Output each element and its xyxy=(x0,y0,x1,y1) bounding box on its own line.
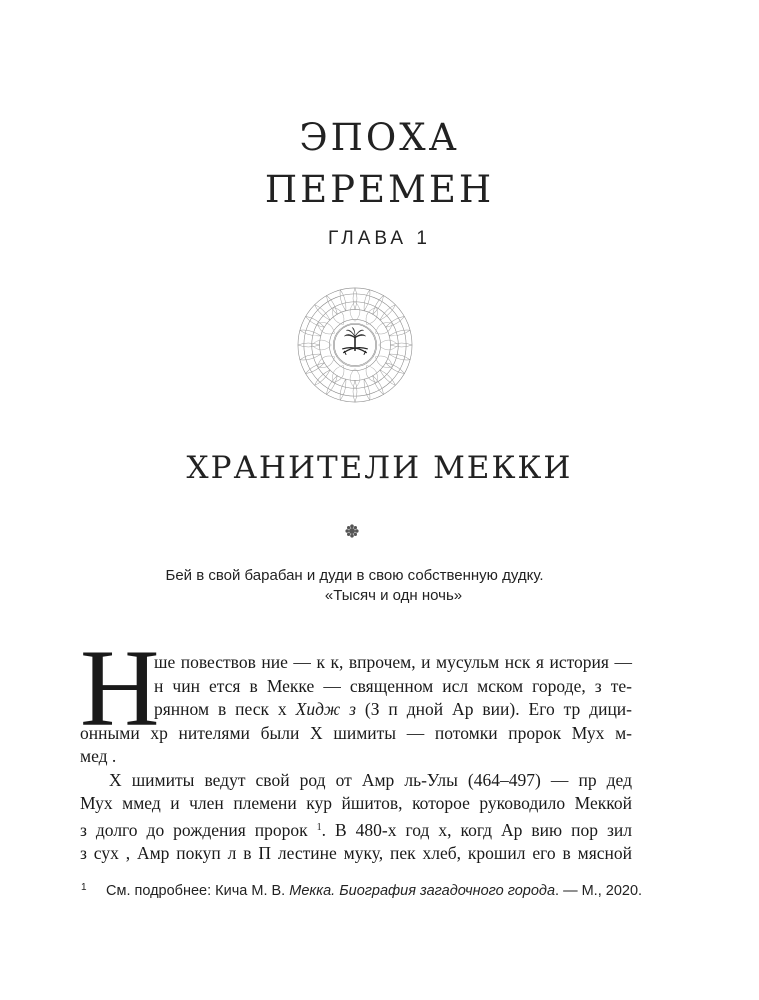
epigraph xyxy=(0,566,709,606)
text-line xyxy=(154,698,632,722)
chapter-label: ГЛАВА 1 xyxy=(328,228,431,249)
text-fragment: рянном в песк х xyxy=(154,699,296,719)
text-fragment: (З п дной Ар вии). Его тр дици- xyxy=(364,699,633,719)
drop-cap: Н xyxy=(80,627,160,749)
mandala-emblem-icon xyxy=(296,286,414,404)
footnote-text-end: . — М., 2020. xyxy=(555,883,643,899)
text-line: онными хр нителями были Х шимиты — потомки пророк Мух м- xyxy=(80,722,632,743)
paragraph-2 xyxy=(80,769,632,866)
chapter-title: ХРАНИТЕЛИ МЕККИ xyxy=(186,450,573,486)
footnote-book-title: Мекка. Биография загадочного города xyxy=(289,883,556,899)
text-line: н чин ется в Мекке — священном исл мском городе, з те- xyxy=(154,675,632,696)
footnote-mark: 1 xyxy=(81,882,87,893)
footnote-reference[interactable]: 1 xyxy=(316,821,322,833)
text-line: Мух ммед и член племени кур йшитов, которое руководило Меккой xyxy=(80,793,632,813)
paragraph-1-full xyxy=(80,722,632,769)
footnote-text-start: См. подробнее: Кича М. В. xyxy=(106,883,290,899)
footnote-text xyxy=(106,883,642,899)
text-line: ше повествов ние — к к, впрочем, и мусульм нск я история — xyxy=(154,652,632,672)
asterisk-ornament-icon xyxy=(345,524,359,538)
italic-term: Хидж з xyxy=(295,699,356,719)
paragraph-1-wrapped xyxy=(154,651,632,722)
part-title xyxy=(0,112,759,216)
epigraph-quote: Бей в свой барабан и дуди в свою собственную дудку. xyxy=(165,567,544,584)
text-fragment: з долго до рождения пророк xyxy=(80,819,317,840)
part-title-line-2: ПЕРЕМЕН xyxy=(264,168,495,211)
text-line: з сух , Амр покуп л в П лестине муку, пек хлеб, крошил его в мясной xyxy=(80,843,632,863)
text-line: Х шимиты ведут свой род от Амр ль-Улы (464–497) — пр дед xyxy=(109,769,632,790)
text-line: мед . xyxy=(80,746,117,766)
text-fragment: . В 480-х год х, когд Ар вию пор зил xyxy=(321,819,632,840)
epigraph-source: «Тысяч и одн ночь» xyxy=(324,587,463,604)
text-line xyxy=(80,816,632,843)
part-title-line-1: ЭПОХА xyxy=(299,116,460,159)
